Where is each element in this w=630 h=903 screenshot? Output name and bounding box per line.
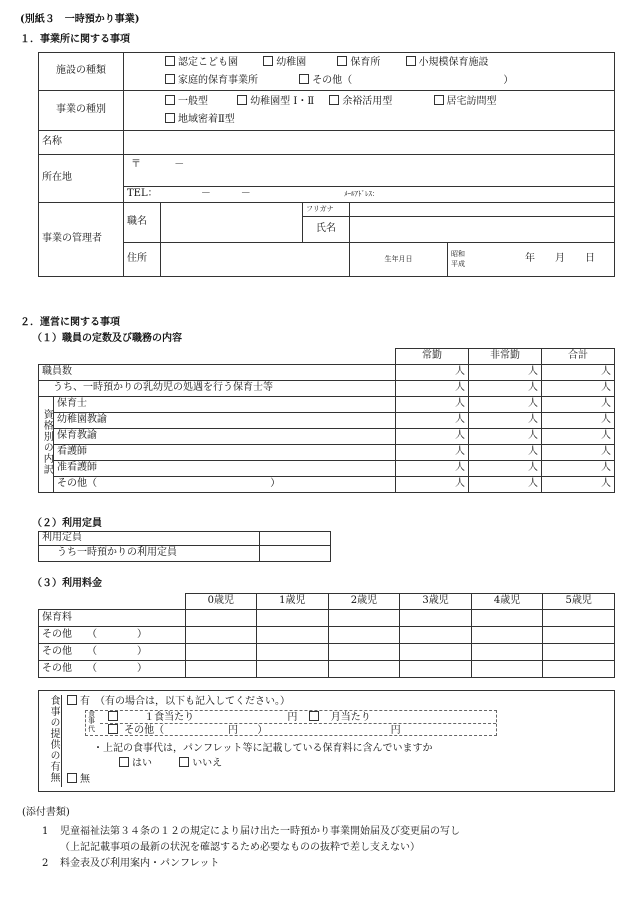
capacity-table	[38, 531, 331, 562]
staff-cell[interactable]: 人	[469, 365, 542, 381]
attachment-item: 1 児童福祉法第３４条の１２の規定により届け出た一時預かり事業開始届及び変更届の写し	[42, 826, 460, 837]
checkbox-icon	[406, 56, 416, 66]
section2-heading: ２．運営に関する事項	[20, 317, 120, 328]
staff-cell[interactable]: 人	[469, 381, 542, 397]
fees-cell[interactable]	[328, 610, 400, 627]
checkbox-icon	[165, 74, 175, 84]
per-month-label: 月当たり	[330, 712, 371, 723]
checkbox-icon	[434, 95, 444, 105]
checkbox-icon[interactable]	[309, 711, 319, 721]
month-label: 月	[555, 253, 565, 265]
checkbox-icon[interactable]	[108, 711, 118, 721]
fees-cell[interactable]	[257, 610, 329, 627]
staff-col-header: 合計	[542, 349, 615, 365]
yen-label: 円	[228, 724, 238, 736]
staff-cell[interactable]: 人	[396, 477, 469, 493]
staff-cell[interactable]: 人	[396, 365, 469, 381]
position-field[interactable]	[161, 203, 303, 243]
breakdown-row-label: 保育教諭	[54, 429, 396, 445]
tel-label: TEL：	[127, 188, 158, 200]
day-label: 日	[585, 253, 595, 265]
business-option[interactable]: 余裕活用型	[329, 95, 392, 109]
section1-heading: １．事業所に関する事項	[20, 34, 130, 45]
yen-label: 円	[390, 725, 401, 736]
breakdown-row-label: 幼稚園教諭	[54, 413, 396, 429]
fees-col-header: 1歳児	[257, 594, 329, 610]
fees-cell[interactable]	[400, 661, 472, 678]
checkbox-icon	[119, 757, 129, 767]
checkbox-icon	[337, 56, 347, 66]
other-close: ）	[503, 74, 514, 86]
staff-cell[interactable]: 人	[396, 429, 469, 445]
staff-col-header: 非常勤	[469, 349, 542, 365]
staff-cell[interactable]: 人	[396, 397, 469, 413]
fees-col-header: 4歳児	[471, 594, 543, 610]
breakdown-row-label: 准看護師	[54, 461, 396, 477]
staff-cell[interactable]: 人	[542, 429, 615, 445]
checkbox-icon	[237, 95, 247, 105]
fees-col-header: 5歳児	[543, 594, 615, 610]
staff-cell[interactable]: 人	[469, 445, 542, 461]
capacity-heading: （２）利用定員	[32, 518, 102, 529]
meal-question: ・上記の食事代は，パンフレット等に記載している保育料に含んでいますか	[93, 743, 433, 754]
staff-cell[interactable]: 人	[542, 445, 615, 461]
fees-cell[interactable]	[328, 661, 400, 678]
fees-cell[interactable]	[185, 627, 257, 644]
staff-sub-label: うち、一時預かりの乳幼児の処遇を行う保育士等	[39, 381, 396, 397]
staff-header-blank	[39, 349, 396, 365]
residence-field[interactable]	[161, 243, 350, 277]
capacity-label: うち一時預かりの利用定員	[39, 546, 260, 562]
breakdown-row-other: その他（ ）	[54, 477, 396, 493]
address-label: 所在地	[39, 155, 124, 203]
meal-answer-options	[119, 757, 222, 771]
fees-cell[interactable]	[471, 610, 543, 627]
fees-cell[interactable]	[257, 661, 329, 678]
facility-type-cell	[124, 53, 615, 91]
business-type-cell	[124, 91, 615, 131]
fees-cell[interactable]	[257, 627, 329, 644]
fees-col-header: 0歳児	[185, 594, 257, 610]
staff-cell[interactable]: 人	[469, 477, 542, 493]
capacity-field[interactable]	[260, 532, 331, 546]
meal-cost-label: 食事代	[88, 710, 95, 733]
business-option[interactable]: 幼稚園型 Ⅰ・Ⅱ	[237, 95, 314, 109]
fees-cell[interactable]	[400, 644, 472, 661]
address-field[interactable]	[124, 155, 615, 187]
meal-other-label: その他（	[124, 725, 165, 736]
fees-cell[interactable]	[471, 644, 543, 661]
checkbox-icon	[179, 757, 189, 767]
staff-cell[interactable]: 人	[542, 413, 615, 429]
per-meal-label: １食当たり	[144, 712, 195, 723]
staff-cell[interactable]: 人	[469, 429, 542, 445]
staff-cell[interactable]: 人	[469, 397, 542, 413]
checkbox-icon	[165, 56, 175, 66]
staff-cell[interactable]: 人	[396, 461, 469, 477]
fees-col-header: 2歳児	[328, 594, 400, 610]
fees-cell[interactable]	[185, 661, 257, 678]
checkbox-icon	[329, 95, 339, 105]
checkbox-icon	[165, 95, 175, 105]
staff-cell[interactable]: 人	[396, 445, 469, 461]
checkbox-icon[interactable]	[108, 724, 118, 734]
fees-row-label: その他 （ ）	[39, 644, 186, 661]
birth-label: 生年月日	[350, 243, 448, 277]
fees-cell[interactable]	[543, 610, 615, 627]
staff-col-header: 常勤	[396, 349, 469, 365]
postal-mark: 〒	[131, 159, 141, 170]
postal-dash: －	[174, 159, 185, 170]
business-option[interactable]: 地域密着Ⅱ型	[165, 113, 235, 127]
residence-label: 住所	[124, 243, 161, 277]
fees-row-label: 保育料	[39, 610, 186, 627]
fees-table	[38, 593, 615, 678]
birth-field[interactable]	[448, 243, 615, 277]
name-field[interactable]	[124, 131, 615, 155]
fees-cell[interactable]	[543, 661, 615, 678]
fees-cell[interactable]	[543, 644, 615, 661]
facility-option[interactable]: 保育所	[337, 56, 380, 70]
breakdown-label: 資格別の内訳	[39, 397, 54, 493]
meal-no-option[interactable]: 無	[67, 773, 90, 787]
facility-type-label: 施設の種類	[39, 53, 124, 91]
staff-heading: （１）職員の定数及び職務の内容	[32, 333, 182, 344]
tel-dashes: － －	[200, 188, 251, 200]
staff-cell[interactable]: 人	[542, 461, 615, 477]
breakdown-row-label: 保育士	[54, 397, 396, 413]
staff-table	[38, 348, 615, 493]
answer-no[interactable]: いいえ	[179, 758, 222, 769]
staff-cell[interactable]: 人	[396, 381, 469, 397]
staff-cell[interactable]: 人	[469, 461, 542, 477]
fees-row-label: その他 （ ）	[39, 627, 186, 644]
furigana-field[interactable]	[350, 203, 615, 217]
fees-col-header: 3歳児	[400, 594, 472, 610]
attachments-heading: (添付書類)	[22, 807, 70, 818]
fees-cell[interactable]	[185, 610, 257, 627]
meal-cost-box	[85, 710, 497, 736]
fees-cell[interactable]	[471, 661, 543, 678]
attachment-item: 2 料金表及び利用案内・パンフレット	[42, 858, 220, 869]
meal-label: 食事の提供の有無	[41, 695, 62, 787]
business-option[interactable]: 一般型	[165, 95, 208, 109]
meal-other-close: ）	[257, 725, 268, 736]
checkbox-icon	[299, 74, 309, 84]
staff-cell[interactable]: 人	[542, 381, 615, 397]
furigana-label: フリガナ	[303, 203, 350, 217]
facility-option[interactable]: 小規模保育施設	[406, 56, 489, 70]
checkbox-icon	[165, 113, 175, 123]
staff-cell[interactable]: 人	[542, 365, 615, 381]
staff-cell[interactable]: 人	[542, 397, 615, 413]
checkbox-icon	[67, 695, 77, 705]
checkbox-icon	[263, 56, 273, 66]
fees-header-blank	[39, 594, 186, 610]
fees-cell[interactable]	[328, 644, 400, 661]
capacity-field[interactable]	[260, 546, 331, 562]
meal-section	[38, 690, 615, 792]
document-title: (別紙３ 一時預かり事業)	[20, 14, 140, 25]
position-label: 職名	[124, 203, 161, 243]
fees-cell[interactable]	[257, 644, 329, 661]
attachment-note: （上記記載事項の最新の状況を確認するため必要なものの抜粋で差し支えない）	[60, 842, 420, 853]
staff-total-label: 職員数	[39, 365, 396, 381]
fees-cell[interactable]	[328, 627, 400, 644]
fees-cell[interactable]	[400, 627, 472, 644]
year-label: 年	[525, 253, 535, 265]
era-options: 昭和 平成	[451, 250, 465, 268]
facility-info-table	[38, 52, 615, 277]
fees-heading: （３）利用料金	[32, 578, 102, 589]
person-name-field[interactable]	[350, 217, 615, 243]
staff-cell[interactable]: 人	[542, 477, 615, 493]
facility-option-other[interactable]: その他（	[299, 74, 352, 88]
fees-row-label: その他 （ ）	[39, 661, 186, 678]
business-type-label: 事業の種別	[39, 91, 124, 131]
manager-label: 事業の管理者	[39, 203, 124, 277]
facility-option[interactable]: 幼稚園	[263, 56, 306, 70]
name-label: 名称	[39, 131, 124, 155]
capacity-label: 利用定員	[39, 532, 260, 546]
facility-option[interactable]: 認定こども園	[165, 56, 238, 70]
answer-yes[interactable]: はい	[119, 758, 152, 769]
staff-cell[interactable]: 人	[469, 413, 542, 429]
facility-option[interactable]: 家庭的保育事業所	[165, 74, 258, 88]
email-label: ﾒｰﾙｱﾄﾞﾚｽ：	[344, 190, 379, 199]
fees-cell[interactable]	[543, 627, 615, 644]
fees-cell[interactable]	[185, 644, 257, 661]
meal-yes-option[interactable]: 有 （有の場合は，以下も記入してください。）	[67, 695, 290, 709]
fees-cell[interactable]	[400, 610, 472, 627]
person-name-label: 氏名	[303, 217, 350, 243]
contact-field[interactable]	[124, 187, 615, 203]
checkbox-icon	[67, 773, 77, 783]
yen-label: 円	[287, 712, 298, 723]
breakdown-row-label: 看護師	[54, 445, 396, 461]
staff-cell[interactable]: 人	[396, 413, 469, 429]
fees-cell[interactable]	[471, 627, 543, 644]
meal-other-row	[100, 724, 401, 738]
business-option[interactable]: 居宅訪問型	[434, 95, 497, 109]
